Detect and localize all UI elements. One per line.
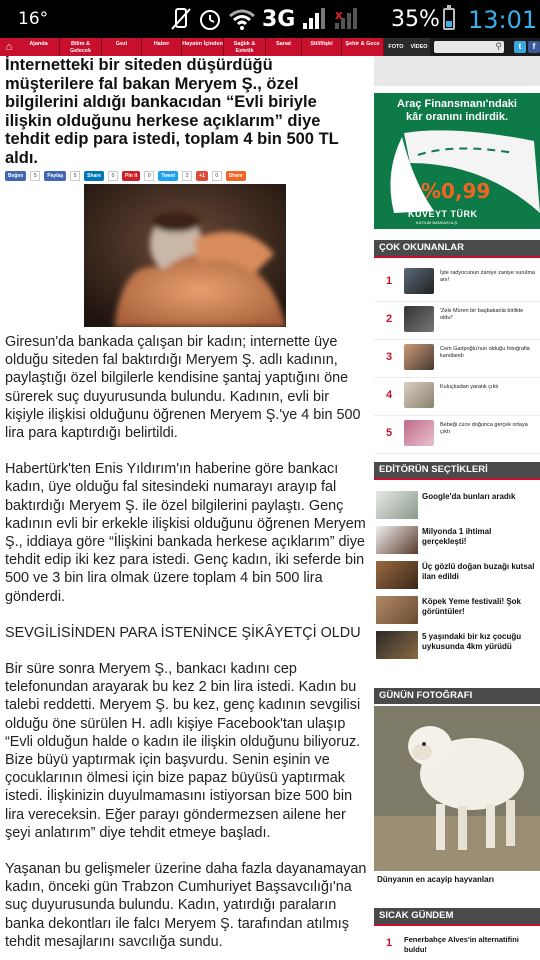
list-item[interactable] — [374, 340, 540, 378]
rank-number: 3 — [386, 351, 393, 363]
item-title: Fenerbahçe Alves'in alternatifini buldu! — [404, 935, 519, 954]
wifi-icon — [228, 8, 256, 30]
nav-item-sehir[interactable]: Şehir & Gece — [342, 38, 384, 56]
twitter-icon[interactable]: t — [514, 41, 526, 53]
battery-percent: 35% — [391, 7, 440, 32]
pinterest-button[interactable]: Pin it — [122, 171, 140, 181]
share-bar — [5, 170, 365, 182]
battery-icon — [443, 8, 455, 30]
share-button[interactable]: Share — [226, 171, 246, 181]
article-subheading: SEVGİLİSİNDEN PARA İSTENİNCE ŞİKÂYETÇİ OLDU — [5, 624, 361, 641]
silent-mode-icon — [170, 7, 192, 31]
rank-number: 1 — [386, 275, 393, 287]
list-item[interactable] — [374, 594, 540, 629]
item-title: Üç gözlü doğan buzağı kutsal ilan edildi — [422, 562, 535, 581]
article-paragraph: Habertürk'ten Enis Yıldırım'ın haberine göre bankacı kadın, üye olduğu fal sitesindeki numarayı arayıp fal baktırdığı Meryem Ş. ile özel bilgilerini paylaştı. Genç kadının evli bir erkekle ilişkisi olduğunu öğrenen Meryem Ş., iddiaya göre “İlişkini bankada herkese açıklarım” diye tehdit edip iki kez para istedi. Genç kadın, iki seferde bin 500 ve 3 bin lira olmak üzere toplam 4 bin 500 lira gönderdi. — [5, 461, 366, 605]
linkedin-share-button[interactable]: Share — [84, 171, 104, 181]
clock: 13:01 — [468, 6, 538, 34]
nav-item-haber[interactable]: Haber — [142, 38, 182, 56]
no-signal-icon — [333, 7, 359, 31]
article-paragraph: Yaşanan bu gelişmeler üzerine daha fazla dayanamayan kadın, önceki gün Trabzon Cumhuriyet Başsavcılığı'na suç duyurusunda bulundu. Kadın, yatırdığı paraların banka dekontları ile falcı Meryem Ş. tarafından atılmış tehdit mesajlarını savcılığa sundu. — [5, 861, 367, 950]
section-gunun-fotografi: GÜNÜN FOTOĞRAFI — [374, 688, 540, 704]
sidebar-top-strip — [374, 56, 540, 86]
nav-item-stil[interactable]: Stil/Ilişki — [302, 38, 342, 56]
photo-caption[interactable]: Dünyanın en acayip hayvanları — [377, 875, 494, 884]
item-title: 'Zeki Müren bir başbakanla birlikte oldu!' — [440, 308, 524, 321]
nav-item-ajanda[interactable]: Ajanda — [18, 38, 60, 56]
section-editorun-sectikleri: EDİTÖRÜN SEÇTİKLERİ — [374, 462, 540, 480]
list-item[interactable] — [374, 264, 540, 302]
most-read-list — [374, 264, 540, 454]
photo-of-the-day[interactable] — [374, 706, 540, 871]
like-count: 5 — [30, 171, 40, 181]
item-title: Köpek Yeme festivali! Şok görüntüler! — [422, 597, 522, 616]
ad-rate: %0,99 — [421, 179, 491, 203]
facebook-like-button[interactable]: Beğen — [5, 171, 26, 181]
status-icons — [170, 5, 359, 33]
section-cok-okunanlar: ÇOK OKUNANLAR — [374, 240, 540, 258]
sidebar — [374, 56, 540, 960]
nav-item-bilim[interactable]: Bilim & Gelecek — [60, 38, 102, 56]
thumbnail — [404, 306, 434, 332]
nav-item-saglik[interactable]: Sağlık & Estetik — [224, 38, 266, 56]
thumbnail — [404, 382, 434, 408]
ad-brand: KUVEYT TÜRK — [408, 209, 478, 219]
rank-number: 5 — [386, 427, 393, 439]
list-item[interactable] — [374, 378, 540, 416]
bank-ad[interactable] — [374, 93, 540, 229]
social-links — [514, 41, 540, 56]
article-paragraph: Bir süre sonra Meryem Ş., bankacı kadını cep telefonundan arayarak bu kez 2 bin lira istedi. Kadın bu talebi reddetti. Meryem Ş. bu kez, genç kadının sevgilisi olduğu öne sürülen H. adlı kişiye Facebook'tan ulaşıp “Evli olduğun halde o kadın ile ilişkin olduğunu biliyoruz. Bize büyü yaptırmak için başvurdu. Senin eşinin ve çocuklarının ölmesi için bize papaz büyüsü yaptırmak istedi. İlişkinizin duyulmamasını istiyorsan bize 500 bin lira vereceksin. Eğer parayı göndermezsen ailene her şeyi anlatırım” diye tehdit etmeye başladı. — [5, 661, 361, 841]
thumbnail — [376, 526, 418, 554]
item-title: Milyonda 1 ihtimal gerçekleşti! — [422, 527, 492, 546]
linkedin-count: 0 — [108, 171, 118, 181]
item-title: İşte radyocunun zaniye zaniye vurulma anı! — [440, 270, 536, 283]
item-title: Bebeği cüce doğunca gerçek ortaya çıktı — [440, 422, 528, 435]
thumbnail — [376, 596, 418, 624]
facebook-icon[interactable]: f — [528, 41, 540, 53]
rank-number: 2 — [386, 313, 393, 325]
nav-item-foto[interactable]: FOTO — [384, 38, 408, 56]
list-item[interactable] — [374, 629, 540, 664]
rank-number: 4 — [386, 389, 393, 401]
tweet-count: 2 — [182, 171, 192, 181]
rank-number: 1 — [386, 937, 393, 949]
thumbnail — [376, 491, 418, 519]
nav-item-hayatin-icinden[interactable]: Hayatın İçinden — [182, 38, 224, 56]
pin-count: 0 — [144, 171, 154, 181]
home-icon[interactable]: ⌂ — [0, 38, 18, 56]
article — [0, 56, 372, 960]
item-title: Google'da bunları aradık — [422, 492, 516, 501]
signal-icon — [301, 7, 327, 31]
ad-brand-sub: KATILIM BANKASI A.Ş. — [416, 220, 459, 225]
list-item[interactable] — [374, 489, 540, 524]
article-headline: İnternetteki bir siteden düşürdüğü müşterilere fal bakan Meryem Ş., özel bilgilerini aldığı bankacıdan “Evli biriyle ilişkin olduğunu herkese açıklarım” diye tehdit edip para istedi, toplam 4 bin 500 TL aldı. — [5, 56, 339, 167]
status-bar — [0, 0, 540, 38]
list-item[interactable] — [374, 932, 540, 960]
share-count: 5 — [70, 171, 80, 181]
site-nav — [0, 38, 540, 56]
article-photo — [84, 184, 286, 327]
editors-picks-list — [374, 489, 540, 664]
thumbnail — [404, 268, 434, 294]
thumbnail — [376, 561, 418, 589]
nav-item-gezi[interactable]: Gezi — [102, 38, 142, 56]
alarm-icon — [198, 7, 222, 31]
temperature: 16° — [18, 9, 49, 29]
ad-line-1: Araç Finansmanı'ndaki — [397, 98, 517, 110]
nav-item-sanat[interactable]: Sanat — [266, 38, 302, 56]
ad-line-2: kâr oranını indirdik. — [405, 111, 509, 123]
item-title: Kuluçkadan yaratık çıktı — [440, 384, 499, 390]
item-title: 5 yaşındaki bir kız çocuğu uykusunda 4km yürüdü — [422, 632, 522, 651]
network-type: 3G — [262, 6, 296, 32]
google-plus-button[interactable]: +1 — [196, 171, 208, 181]
article-paragraph: Giresun'da bankada çalışan bir kadın; internette üye olduğu siteden fal baktırdığı Meryem Ş. adlı kadının, paylaştığı özel bilgilerle kendisine şantaj yaptığını öne sürerek suç duyurusunda bulundu. Kadının, evli bir kişiyle ilişkisi olduğunu öğrenen Meryem Ş.'ye 4 bin 500 lira para kaptırdığı belirtildi. — [5, 334, 361, 442]
list-item[interactable] — [374, 559, 540, 594]
tweet-button[interactable]: Tweet — [158, 171, 178, 181]
gplus-count: 0 — [212, 171, 222, 181]
search-icon[interactable]: ⚲ — [495, 41, 502, 51]
list-item[interactable] — [374, 302, 540, 340]
thumbnail — [376, 631, 418, 659]
search-input[interactable] — [434, 41, 504, 53]
article-body — [5, 333, 371, 960]
item-title: Cem Garipoğlu'nun olduğu fotoğrafla kanıtlandı — [440, 346, 530, 359]
facebook-share-button[interactable]: Paylaş — [44, 171, 66, 181]
section-sicak-gundem: SICAK GÜNDEM — [374, 908, 540, 926]
thumbnail — [404, 420, 434, 446]
list-item[interactable] — [374, 416, 540, 454]
thumbnail — [404, 344, 434, 370]
list-item[interactable] — [374, 524, 540, 559]
svg-text:x: x — [335, 8, 344, 22]
nav-item-video[interactable]: VİDEO — [408, 38, 430, 56]
